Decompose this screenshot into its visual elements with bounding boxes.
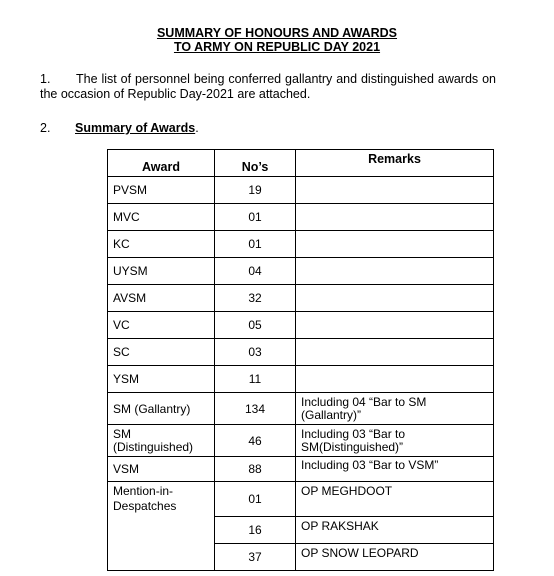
- remarks-cell: Including 04 “Bar to SM (Gallantry)”: [296, 393, 494, 425]
- table-row: [108, 425, 494, 457]
- count-cell: 01: [215, 204, 296, 231]
- award-cell: SC: [108, 339, 215, 366]
- paragraph-text: The list of personnel being conferred gallantry and distinguished awards on the occasion of Republic Day-2021 are attached.: [40, 72, 496, 101]
- remarks-cell: OP MEGHDOOT: [296, 482, 494, 517]
- award-cell: VC: [108, 312, 215, 339]
- count-cell: 46: [215, 425, 296, 457]
- table-header-row: [108, 150, 494, 177]
- table-row: [108, 482, 494, 517]
- award-cell: Mention-in-Despatches: [108, 482, 215, 571]
- table-row: [108, 393, 494, 425]
- count-cell: 88: [215, 457, 296, 482]
- document-title-line-1: SUMMARY OF HONOURS AND AWARDS: [156, 26, 398, 40]
- awards-table: [107, 149, 494, 571]
- section-heading: [40, 121, 199, 136]
- count-cell: 01: [215, 482, 296, 517]
- count-cell: 04: [215, 258, 296, 285]
- table-row: [108, 457, 494, 482]
- table-row: [108, 339, 494, 366]
- paragraph-number: 1.: [40, 72, 51, 86]
- count-cell: 16: [215, 517, 296, 544]
- remarks-cell: Including 03 “Bar to SM(Distinguished)”: [296, 425, 494, 457]
- remarks-cell: [296, 204, 494, 231]
- column-header-count: No’s: [215, 150, 296, 177]
- remarks-cell: [296, 366, 494, 393]
- award-cell: SM (Gallantry): [108, 393, 215, 425]
- remarks-cell: Including 03 “Bar to VSM”: [296, 457, 494, 482]
- count-cell: 19: [215, 177, 296, 204]
- count-cell: 01: [215, 231, 296, 258]
- count-cell: 05: [215, 312, 296, 339]
- table-row: [108, 312, 494, 339]
- award-cell: YSM: [108, 366, 215, 393]
- award-cell: AVSM: [108, 285, 215, 312]
- column-header-remarks: Remarks: [296, 150, 494, 177]
- table-row: [108, 177, 494, 204]
- award-cell: PVSM: [108, 177, 215, 204]
- document-title-line-2: TO ARMY ON REPUBLIC DAY 2021: [173, 40, 381, 54]
- section-title-suffix: .: [195, 121, 199, 135]
- table-row: [108, 285, 494, 312]
- award-cell: VSM: [108, 457, 215, 482]
- remarks-cell: [296, 177, 494, 204]
- table-row: [108, 231, 494, 258]
- section-title: Summary of Awards: [75, 121, 196, 135]
- award-cell: SM (Distinguished): [108, 425, 215, 457]
- remarks-cell: [296, 231, 494, 258]
- remarks-cell: [296, 312, 494, 339]
- table-row: [108, 258, 494, 285]
- intro-paragraph: [40, 72, 496, 102]
- count-cell: 134: [215, 393, 296, 425]
- remarks-cell: [296, 339, 494, 366]
- award-cell: MVC: [108, 204, 215, 231]
- remarks-cell: [296, 285, 494, 312]
- count-cell: 03: [215, 339, 296, 366]
- count-cell: 11: [215, 366, 296, 393]
- award-cell: UYSM: [108, 258, 215, 285]
- column-header-award: Award: [108, 150, 215, 177]
- section-number: 2.: [40, 121, 51, 135]
- count-cell: 37: [215, 544, 296, 571]
- table-row: [108, 366, 494, 393]
- remarks-cell: [296, 258, 494, 285]
- count-cell: 32: [215, 285, 296, 312]
- remarks-cell: OP SNOW LEOPARD: [296, 544, 494, 571]
- remarks-cell: OP RAKSHAK: [296, 517, 494, 544]
- award-cell: KC: [108, 231, 215, 258]
- table-row: [108, 204, 494, 231]
